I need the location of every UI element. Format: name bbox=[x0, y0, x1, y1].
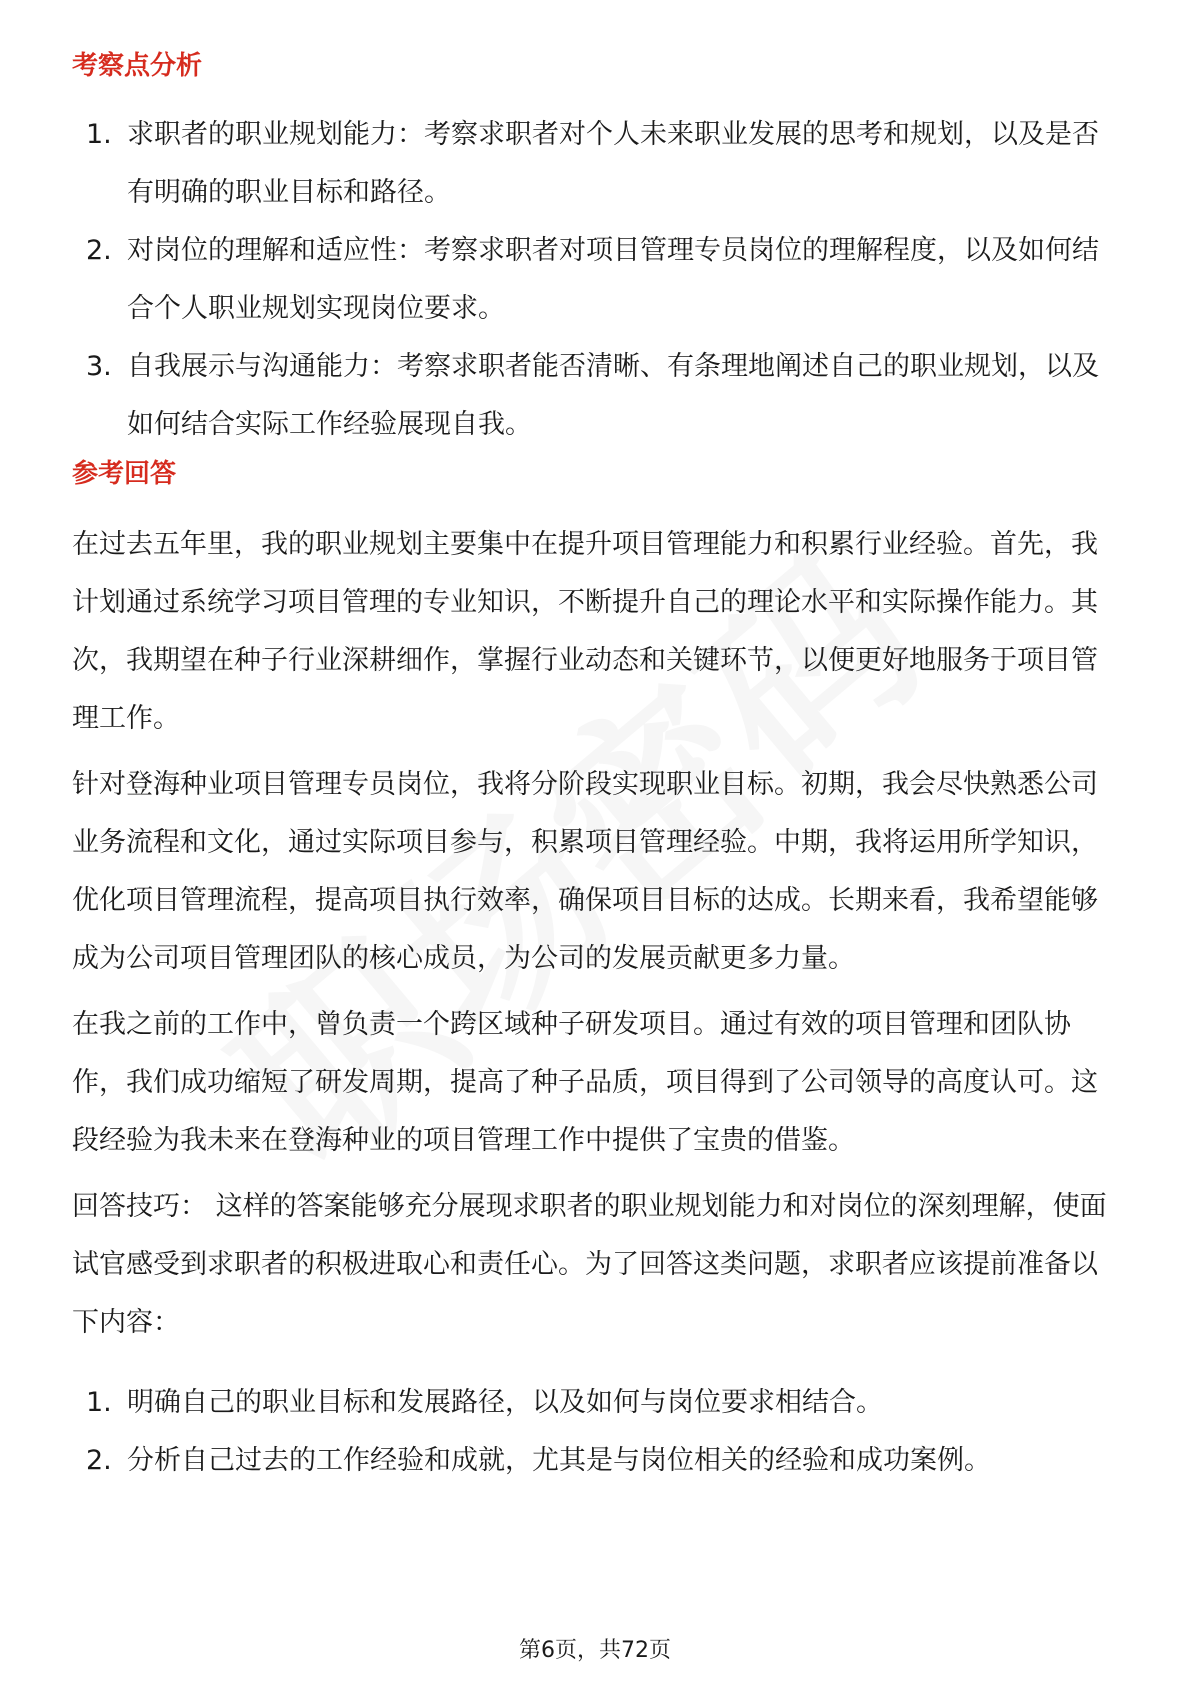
answer-paragraph: 在过去五年里，我的职业规划主要集中在提升项目管理能力和积累行业经验。首先，我计划通过系统学习项目管理的专业知识，不断提升自己的理论水平和实际操作能力。其次，我期望在种子行业深耕细作，掌握行业动态和关键环节，以便更好地服务于项目管理工作。 bbox=[72, 529, 1098, 734]
tips-paragraph: 回答技巧： 这样的答案能够充分展现求职者的职业规划能力和对岗位的深刻理解，使面试官感受到求职者的积极进取心和责任心。为了回答这类问题，求职者应该提前准备以下内容： bbox=[72, 1191, 1107, 1338]
section-title-answer: 参考回答 bbox=[72, 459, 177, 489]
list-item-number: 2. bbox=[86, 1445, 112, 1476]
list-item-number: 1. bbox=[86, 1387, 112, 1418]
section-title-analysis: 考察点分析 bbox=[72, 51, 203, 81]
list-item-number: 2. bbox=[86, 235, 112, 266]
answer-paragraph: 在我之前的工作中，曾负责一个跨区域种子研发项目。通过有效的项目管理和团队协作，我们成功缩短了研发周期，提高了种子品质，项目得到了公司领导的高度认可。这段经验为我未来在登海种业的项目管理工作中提供了宝贵的借鉴。 bbox=[72, 1009, 1098, 1156]
analysis-list bbox=[72, 106, 1122, 454]
list-item-text: 自我展示与沟通能力：考察求职者能否清晰、有条理地阐述自己的职业规划，以及如何结合实际工作经验展现自我。 bbox=[127, 351, 1099, 440]
list-item-text: 对岗位的理解和适应性：考察求职者对项目管理专员岗位的理解程度，以及如何结合个人职业规划实现岗位要求。 bbox=[127, 235, 1099, 324]
list-item bbox=[72, 1432, 1122, 1490]
page-number: 第6页，共72页 bbox=[519, 1638, 671, 1663]
list-item-text: 求职者的职业规划能力：考察求职者对个人未来职业发展的思考和规划，以及是否有明确的职业目标和路径。 bbox=[127, 119, 1099, 208]
list-item-number: 3. bbox=[86, 351, 112, 382]
tips-list bbox=[72, 1374, 1122, 1490]
list-item bbox=[72, 338, 1122, 454]
list-item bbox=[72, 222, 1122, 338]
list-item bbox=[72, 1374, 1122, 1432]
list-item-text: 明确自己的职业目标和发展路径，以及如何与岗位要求相结合。 bbox=[127, 1387, 883, 1418]
answer-paragraph: 针对登海种业项目管理专员岗位，我将分阶段实现职业目标。初期，我会尽快熟悉公司业务流程和文化，通过实际项目参与，积累项目管理经验。中期，我将运用所学知识，优化项目管理流程，提高项目执行效率，确保项目目标的达成。长期来看，我希望能够成为公司项目管理团队的核心成员，为公司的发展贡献更多力量。 bbox=[72, 769, 1098, 974]
list-item bbox=[72, 106, 1122, 222]
list-item-number: 1. bbox=[86, 119, 112, 150]
list-item-text: 分析自己过去的工作经验和成就，尤其是与岗位相关的经验和成功案例。 bbox=[127, 1445, 991, 1476]
